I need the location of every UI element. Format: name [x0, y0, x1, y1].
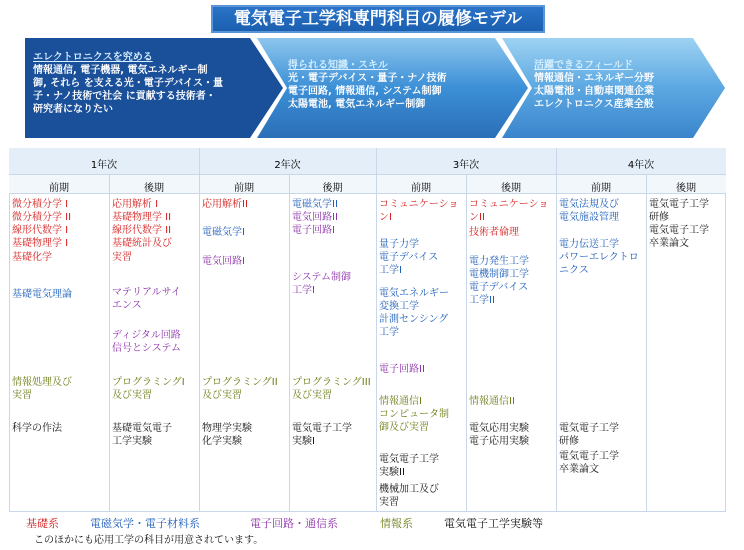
arrow-line: 太陽電池・自動車関連企業	[534, 86, 654, 97]
term-header: 前期	[591, 183, 611, 194]
diagram-title: 電気電子工学科専門科目の履修モデル	[211, 5, 545, 33]
arrow-line: 太陽電池, 電気エネルギー制御	[288, 99, 426, 110]
course-entry: 電気法規及び	[559, 199, 619, 210]
course-entry: 電子回路II	[379, 364, 425, 375]
arrow-heading-1: エレクトロニクスを究める	[33, 52, 153, 63]
course-entry: 実習	[379, 497, 399, 508]
course-entry: 電機制御工学	[469, 269, 529, 280]
course-entry: 電気電子工学	[559, 423, 619, 434]
arrow-line: 電子回路, 情報通信, システム制御	[288, 86, 442, 97]
arrow-line: 御, それら を支える光・電子デバイス・量	[33, 78, 224, 89]
course-entry: 情報通信II	[469, 396, 515, 407]
course-entry: ンII	[469, 212, 485, 223]
course-entry: 及び実習	[112, 390, 152, 401]
course-entry: 基礎電気電子	[112, 423, 172, 434]
term-header: 後期	[322, 183, 343, 194]
year-header: 3年次	[452, 160, 480, 171]
course-entry: 実験II	[379, 467, 405, 478]
course-entry: プログラミングI	[112, 377, 185, 388]
course-entry: 電気応用実験	[469, 423, 529, 434]
arrow-line: 光・電子デバイス・量子・ナノ技術	[288, 73, 447, 84]
course-entry: 電力発生工学	[469, 256, 529, 267]
legend-item: 電磁気学・電子材料系	[90, 517, 200, 530]
course-entry: 研修	[649, 212, 669, 223]
course-entry: プログラミングIII	[292, 377, 371, 388]
course-entry: 基礎電気理論	[12, 289, 72, 300]
course-entry: 応用解析II	[202, 199, 248, 210]
term-header: 後期	[501, 183, 521, 194]
course-entry: 変換工学	[379, 301, 419, 312]
course-entry: 情報通信I	[379, 396, 422, 407]
grid-line	[109, 174, 110, 512]
course-entry: コミュニケーショ	[379, 199, 459, 210]
course-entry: 技術者倫理	[469, 227, 519, 238]
course-entry: 電磁気学I	[202, 227, 245, 238]
course-entry: マテリアルサイ	[112, 287, 181, 298]
course-entry: 電子応用実験	[469, 436, 529, 447]
course-entry: 信号とシステム	[112, 343, 181, 354]
arrow-line: エレクトロニクス産業全般	[534, 99, 654, 110]
course-entry: 電力伝送工学	[559, 239, 619, 250]
course-entry: 電気回路I	[202, 256, 245, 267]
course-entry: 及び実習	[292, 390, 332, 401]
legend-item: 基礎系	[26, 517, 59, 530]
arrow-text-1	[33, 51, 263, 116]
course-entry: 線形代数学 II	[112, 225, 172, 236]
legend-item: 情報系	[380, 517, 413, 530]
course-entry: 電子デバイス	[379, 252, 439, 263]
arrow-text-2	[288, 59, 488, 111]
course-entry: 工学II	[469, 295, 495, 306]
term-header: 後期	[676, 183, 696, 194]
term-header: 前期	[234, 183, 254, 194]
course-entry: コンピュータ制	[379, 409, 449, 420]
arrow-line: 研究者になりたい	[33, 104, 113, 115]
grid-line	[289, 174, 290, 512]
course-entry: 量子力学	[379, 239, 419, 250]
year-header: 2年次	[274, 160, 301, 171]
course-entry: 基礎物理学 II	[112, 212, 172, 223]
year-header: 1年次	[90, 160, 118, 171]
grid-line	[646, 174, 647, 512]
arrow-heading-2: 得られる知識・スキル	[288, 60, 388, 71]
arrow-line: 子・ナノ技術で社会 に貢献する技術者・	[33, 91, 216, 102]
course-entry: 卒業論文	[559, 464, 599, 475]
course-entry: 及び実習	[202, 390, 242, 401]
course-entry: 実習	[112, 252, 132, 263]
course-entry: 電気施設管理	[559, 212, 619, 223]
course-entry: 線形代数学 I	[12, 225, 69, 236]
term-header: 前期	[411, 183, 431, 194]
grid-line	[199, 148, 200, 512]
course-entry: 電気回路II	[292, 212, 338, 223]
course-entry: 実習	[12, 390, 32, 401]
course-entry: 情報処理及び	[12, 377, 72, 388]
course-entry: 電磁気学II	[292, 199, 338, 210]
course-entry: 微分積分学 II	[12, 212, 72, 223]
grid-line	[376, 148, 377, 512]
grid-line	[9, 174, 726, 175]
course-entry: パワーエレクトロ	[559, 252, 639, 263]
course-entry: 卒業論文	[649, 238, 689, 249]
course-entry: 御及び実習	[379, 422, 429, 433]
arrow-text-3	[534, 59, 704, 111]
grid-line	[466, 174, 467, 512]
legend-item: 電子回路・通信系	[250, 517, 338, 530]
course-entry: 計測センシング	[379, 314, 449, 325]
course-entry: 電気エネルギー	[379, 288, 449, 299]
term-header: 前期	[49, 183, 69, 194]
arrow-line: 情報通信, 電子機器, 電気エネルギー制	[33, 65, 208, 76]
course-entry: 化学実験	[202, 436, 242, 447]
course-entry: システム制御	[292, 272, 351, 283]
footnote: このほかにも応用工学の科目が用意されています。	[34, 535, 264, 546]
course-entry: 工学I	[292, 285, 315, 296]
course-entry: 機械加工及び	[379, 484, 439, 495]
course-entry: 工学	[379, 327, 399, 338]
course-entry: コミュニケーショ	[469, 199, 549, 210]
arrow-heading-3: 活躍できるフィールド	[534, 60, 633, 71]
course-entry: 電子回路I	[292, 225, 335, 236]
term-header: 後期	[144, 183, 164, 194]
course-entry: エンス	[112, 300, 142, 311]
course-entry: 電気電子工学	[379, 454, 439, 465]
course-entry: ディジタル回路	[112, 330, 181, 341]
course-entry: 電気電子工学	[559, 451, 619, 462]
course-entry: 応用解析 I	[112, 199, 159, 210]
course-entry: 工学I	[379, 265, 402, 276]
course-entry: ンI	[379, 212, 392, 223]
course-entry: 電子デバイス	[469, 282, 529, 293]
course-entry: プログラミングII	[202, 377, 278, 388]
course-entry: ニクス	[559, 265, 589, 276]
course-entry: 基礎化学	[12, 252, 52, 263]
course-entry: 電気電子工学	[649, 225, 709, 236]
course-entry: 電気電子工学	[649, 199, 709, 210]
course-entry: 基礎物理学 I	[12, 238, 69, 249]
grid-line	[556, 148, 557, 512]
year-header: 4年次	[627, 160, 655, 171]
course-entry: 微分積分学 I	[12, 199, 69, 210]
arrow-line: 情報通信・エネルギー分野	[534, 73, 654, 84]
legend-item: 電気電子工学実験等	[444, 517, 543, 530]
course-entry: 基礎統計及び	[112, 238, 172, 249]
course-entry: 電気電子工学	[292, 423, 352, 434]
course-entry: 実験I	[292, 436, 315, 447]
course-entry: 工学実験	[112, 436, 152, 447]
course-entry: 物理学実験	[202, 423, 252, 434]
course-entry: 科学の作法	[12, 423, 62, 434]
course-entry: 研修	[559, 436, 579, 447]
